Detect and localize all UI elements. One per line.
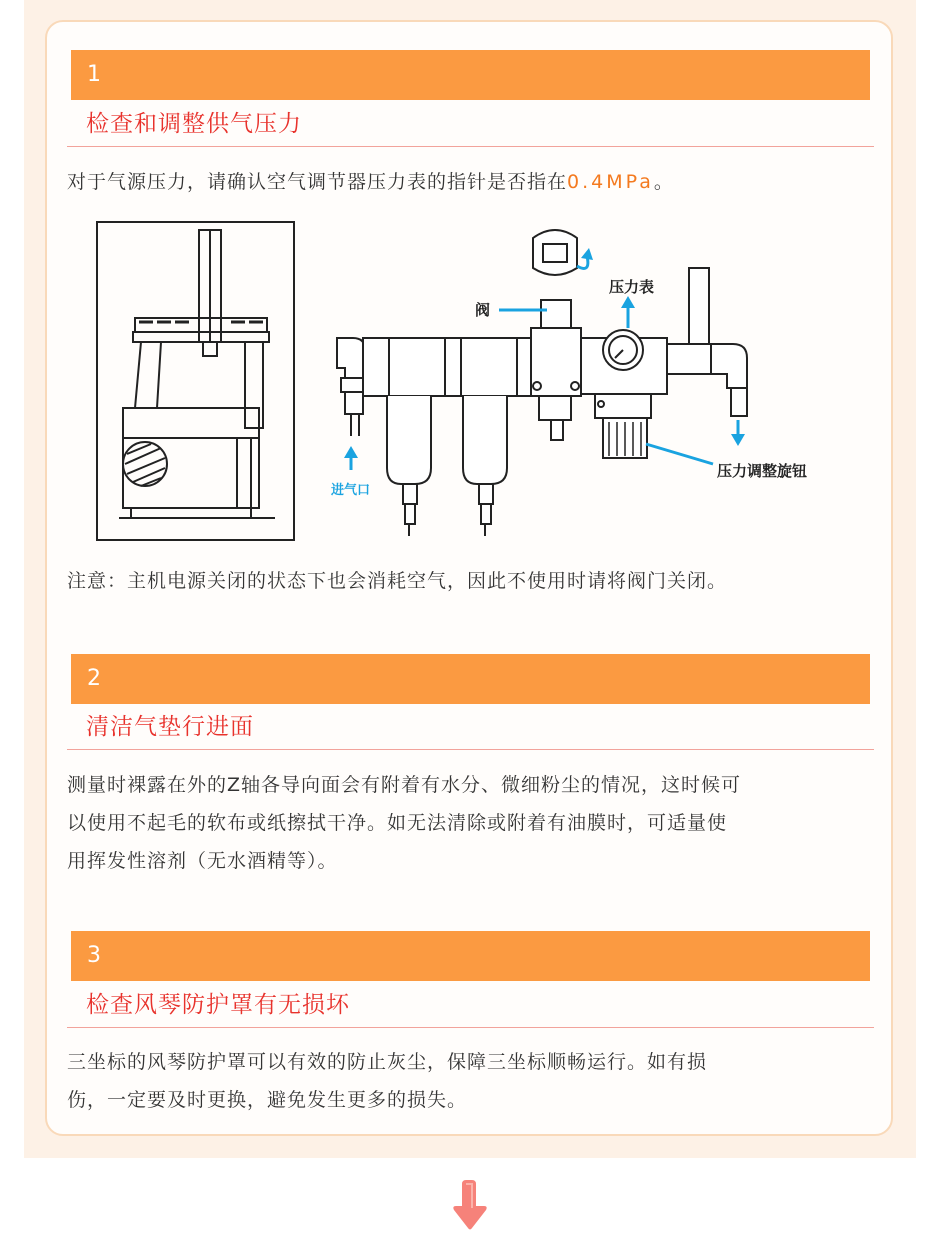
section-1-number-bar — [71, 50, 870, 100]
section-3-body — [67, 1043, 875, 1119]
section-1-title: 检查和调整供气压力 — [86, 111, 302, 137]
section-3-line-2: 伤，一定要及时更换，避免发生更多的损失。 — [67, 1089, 468, 1111]
air-regulator-figure — [95, 218, 855, 548]
pressure-value: 0.4MPa — [567, 171, 654, 193]
section-1-intro-end: 。 — [653, 171, 674, 193]
hand-pointing-down-icon — [448, 1180, 492, 1232]
section-2-divider — [67, 749, 874, 750]
air-regulator-drawing — [337, 230, 747, 536]
section-3-number-bar — [71, 931, 870, 981]
section-1-number: 1 — [87, 62, 101, 87]
cmm-machine-drawing — [97, 222, 294, 540]
knob-label: 压力调整旋钮 — [717, 462, 808, 480]
section-3-divider — [67, 1027, 874, 1028]
section-1-intro — [67, 163, 875, 201]
section-1-intro-text: 对于气源压力，请确认空气调节器压力表的指针是否指在 — [67, 171, 568, 193]
section-2-body — [67, 766, 875, 880]
section-2-number-bar — [71, 654, 870, 704]
section-1-note: 注意：主机电源关闭的状态下也会消耗空气，因此不使用时请将阀门关闭。 — [67, 570, 728, 592]
inlet-label: 进气口 — [331, 483, 371, 498]
section-2-line-1: 测量时裸露在外的Z轴各导向面会有附着有水分、微细粉尘的情况，这时候可 — [67, 774, 742, 796]
section-2-title: 清洁气垫行进面 — [86, 714, 254, 740]
gauge-label: 压力表 — [609, 278, 655, 296]
section-3-title: 检查风琴防护罩有无损坏 — [86, 992, 350, 1018]
section-3-number: 3 — [87, 943, 101, 968]
section-2-line-3: 用挥发性溶剂（无水酒精等）。 — [67, 850, 338, 872]
section-2-number: 2 — [87, 666, 101, 691]
section-1-divider — [67, 146, 874, 147]
valve-label: 阀 — [475, 301, 491, 319]
section-3-line-1: 三坐标的风琴防护罩可以有效的防止灰尘，保障三坐标顺畅运行。如有损 — [67, 1051, 708, 1073]
section-2-line-2: 以使用不起毛的软布或纸擦拭干净。如无法清除或附着有油膜时，可适量使 — [67, 812, 728, 834]
